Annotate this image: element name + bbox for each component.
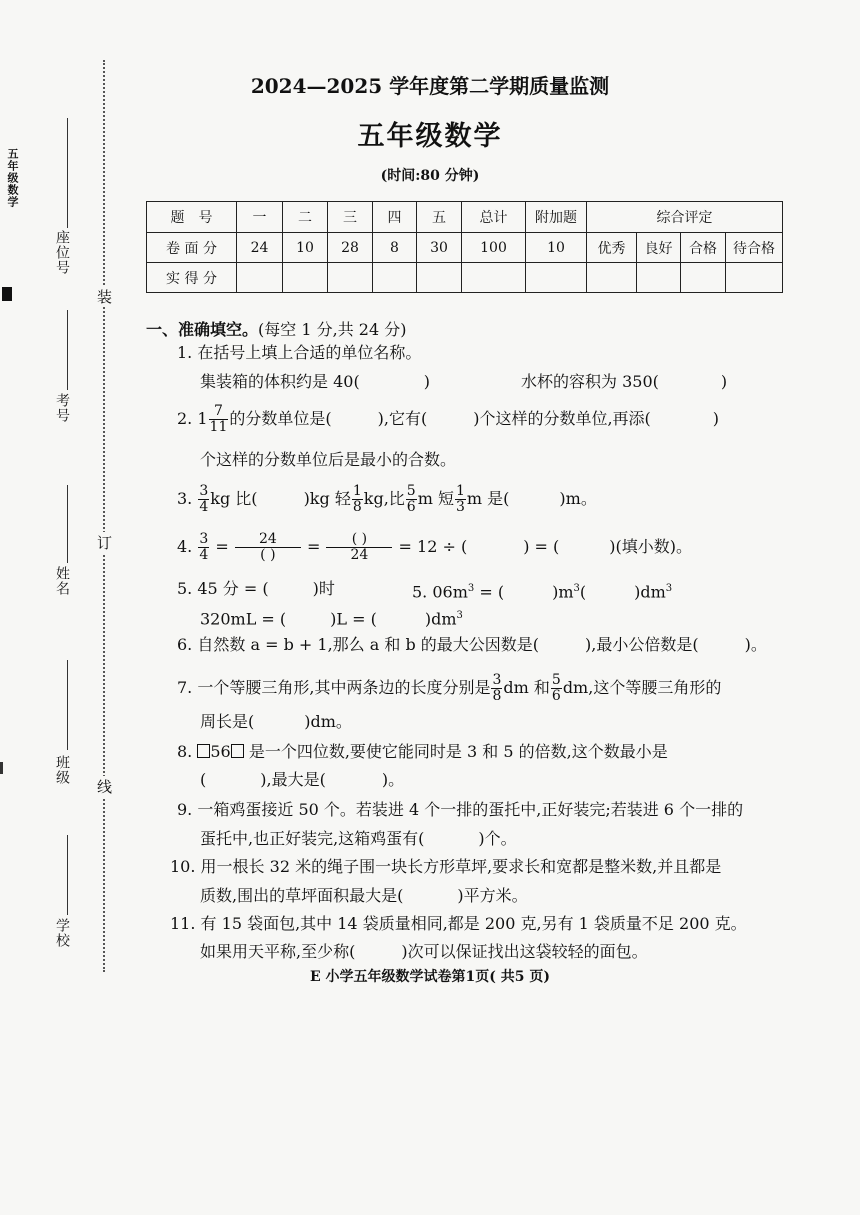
binding-mark-zhuang: 装 [97,288,113,306]
class-line [67,660,68,750]
fraction: $\frac{7}{11}$ [209,403,228,435]
question-5-c: 320mL = ( )L = ( )$dm^3$ [200,609,463,629]
eval-check-cell[interactable] [637,263,681,293]
binding-mark-ding: 订 [97,534,113,552]
fraction: $\frac{5}{6}$ [551,672,561,704]
exam-number-label: 考号 [54,393,70,423]
fraction: $\frac{1}{8}$ [352,483,362,515]
eval-level: 合格 [681,233,726,263]
section-title-text: 一、准确填空。 [146,320,259,339]
score-table-actual-row [147,263,783,293]
points-cell: 30 [417,233,462,263]
col-header: 二 [283,202,328,233]
fraction: $\frac{( )}{24}$ [326,532,392,563]
points-cell: 10 [283,233,328,263]
question-9: 9. 一箱鸡蛋接近 50 个。若装进 4 个一排的蛋托中,正好装完;若装进 6 个一排的 [177,800,744,819]
points-cell: 24 [237,233,283,263]
actual-score-cell[interactable] [237,263,283,293]
actual-score-cell[interactable] [328,263,373,293]
question-text: 在括号上填上合适的单位名称。 [197,343,422,362]
col-header: 总计 [462,202,526,233]
fraction: $\frac{5}{6}$ [406,483,416,515]
class-label: 班级 [54,755,70,785]
eval-level: 良好 [637,233,681,263]
question-2-line2: 个这样的分数单位后是最小的合数。 [200,450,457,469]
question-11: 11. 有 15 袋面包,其中 14 袋质量相同,都是 200 克,另有 1 袋质量不足 200 克。 [170,914,747,933]
question-10: 10. 用一根长 32 米的绳子围一块长方形草坪,要求长和宽都是整米数,并且都是 [170,857,722,876]
actual-score-cell[interactable] [526,263,587,293]
col-header: 三 [328,202,373,233]
score-table-header-row [147,202,783,233]
eval-check-cell[interactable] [726,263,783,293]
actual-score-cell[interactable] [417,263,462,293]
points-cell: 100 [462,233,526,263]
digit-box[interactable] [197,744,210,758]
school-label: 学校 [54,918,70,948]
subject-title: 五年级数学 [357,121,503,152]
registration-mark [2,287,12,301]
points-cell: 8 [373,233,417,263]
row-label-points: 卷 面 分 [147,233,237,263]
eval-header: 综合评定 [587,202,783,233]
page-footer: E 小学五年级数学试卷第1页( 共5 页) [309,969,551,985]
section-note: (每空 1 分,共 24 分) [258,320,407,339]
question-5-b: 5. $06m^3$ = ( )$m^3$( )$dm^3$ [412,582,673,602]
points-cell: 10 [526,233,587,263]
exam-number-line [67,310,68,390]
actual-score-cell[interactable] [283,263,328,293]
question-8-line2: ( ),最大是( )。 [200,770,405,789]
question-2: 2. 1 $\frac{7}{11}$ 的分数单位是( ),它有( )个这样的分数单位,再添( ) [177,403,720,435]
school-line [67,835,68,915]
question-10-line2: 质数,围出的草坪面积最大是( )平方米。 [200,886,528,905]
question-1-stem: 1. 在括号上填上合适的单位名称。 [177,343,422,362]
question-5-a: 5. 45 分 = ( )时 [177,579,335,598]
eval-level: 优秀 [587,233,637,263]
col-header: 五 [417,202,462,233]
row-label-actual: 实 得 分 [147,263,237,293]
section-title [146,317,406,340]
eval-check-cell[interactable] [681,263,726,293]
name-line [67,485,68,563]
eval-level: 待合格 [726,233,783,263]
question-7: 7. 一个等腰三角形,其中两条边的长度分别是 $\frac{3}{8}$ dm 和 $\frac{5}{6}$ dm,这个等腰三角形的 [177,672,722,704]
row-label-question: 题 号 [147,202,237,233]
question-9-line2: 蛋托中,也正好装完,这箱鸡蛋有( )个。 [200,829,517,848]
question-4: 4. $\frac{3}{4}$ = $\frac{24}{( )}$ = $\frac{( )}{24}$ = 12 ÷ ( ) = ( )(填小数)。 [177,531,692,563]
actual-score-cell[interactable] [462,263,526,293]
actual-score-cell[interactable] [373,263,417,293]
fraction: $\frac{24}{( )}$ [235,532,301,563]
binding-mark-xian: 线 [97,778,113,796]
exam-title: 2024—2025 学年度第二学期质量监测 [250,74,610,98]
col-header: 附加题 [526,202,587,233]
question-1-blank-b: 水杯的容积为 350( ) [521,372,728,391]
registration-mark [0,762,3,774]
question-8: 8. 56 是一个四位数,要使它能同时是 3 和 5 的倍数,这个数最小是 [177,742,668,761]
exam-time: (时间:80 分钟) [380,168,480,184]
binding-side-label: 五年级数学 [6,148,19,208]
eval-check-cell[interactable] [587,263,637,293]
col-header: 四 [373,202,417,233]
digit-box[interactable] [231,744,244,758]
question-6: 6. 自然数 a = b + 1,那么 a 和 b 的最大公因数是( ),最小公倍数是( )。 [177,635,767,654]
name-label: 姓名 [54,566,70,596]
score-table [146,201,783,293]
question-1-blank-a: 集装箱的体积约是 40( ) [200,372,430,391]
points-cell: 28 [328,233,373,263]
fraction: $\frac{3}{8}$ [492,672,502,704]
fraction: $\frac{3}{4}$ [199,483,209,515]
question-7-line2: 周长是( )dm。 [200,712,352,731]
col-header: 一 [237,202,283,233]
seat-number-label: 座位号 [54,230,70,275]
fraction: $\frac{1}{3}$ [455,483,465,515]
question-3: 3. $\frac{3}{4}$ kg 比( )kg 轻 $\frac{1}{8}$ kg,比 $\frac{5}{6}$ m 短 $\frac{1}{3}$ m 是( )m。 [177,483,597,515]
binding-dotted-line [103,60,105,972]
fraction: $\frac{3}{4}$ [199,531,209,563]
score-table-points-row [147,233,783,263]
question-11-line2: 如果用天平称,至少称( )次可以保证找出这袋较轻的面包。 [200,942,648,961]
